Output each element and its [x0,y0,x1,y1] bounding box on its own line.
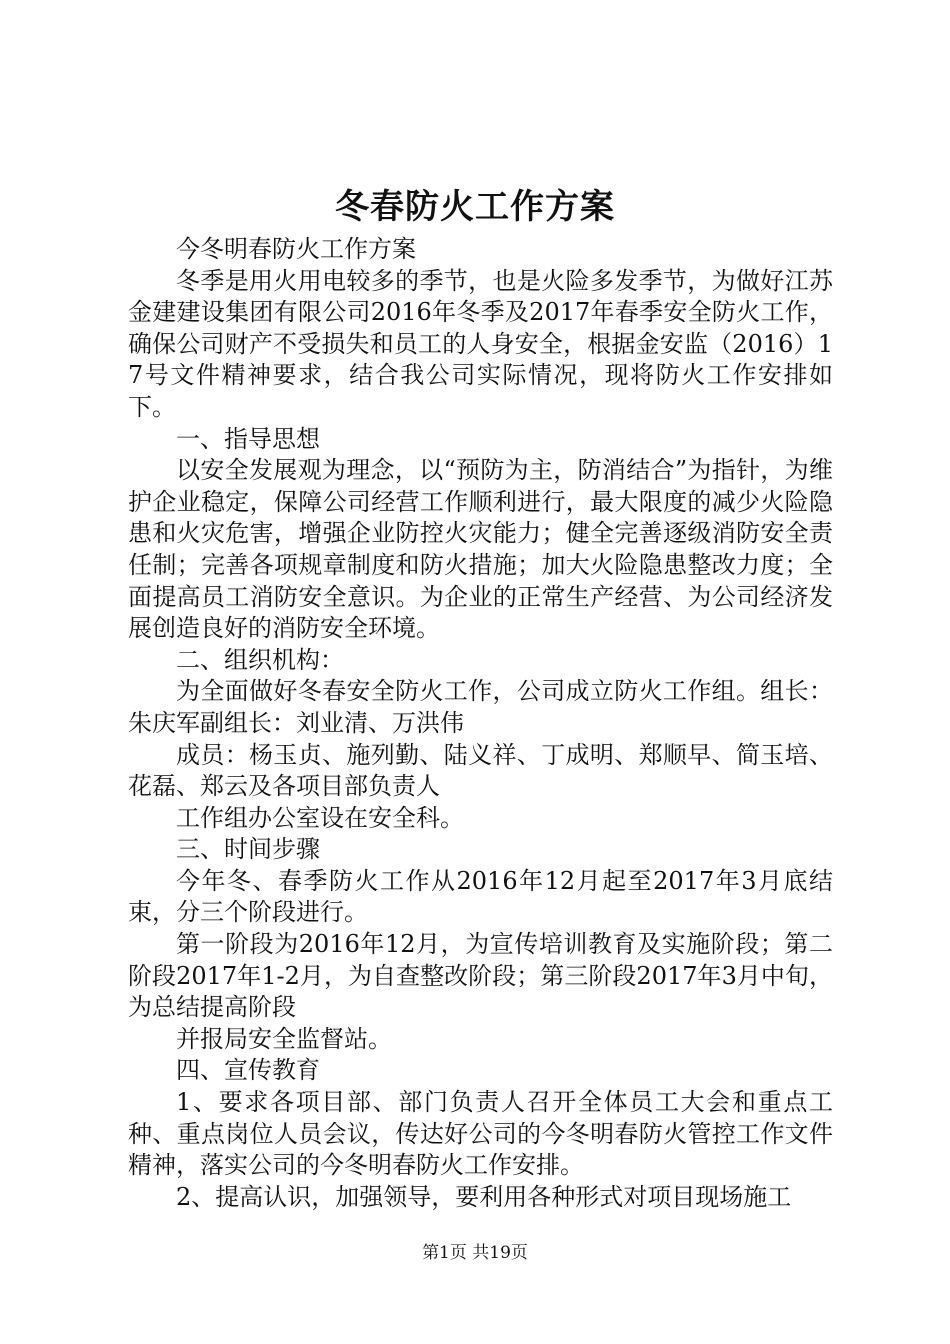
section-heading-organization: 二、组织机构： [176,645,344,674]
paragraph-education-item-1: 1、要求各项目部、部门负责人召开全体员工大会和重点工种、重点岗位人员会议，传达好公司的今冬明春防火管控工作文件精神，落实公司的今冬明春防火工作安排。 [128,1088,833,1180]
section-heading-guiding-ideology: 一、指导思想 [176,424,320,453]
paragraph-schedule-phases: 第一阶段为2016年12月，为宣传培训教育及实施阶段；第二阶段2017年1-2月，为自查整改阶段；第三阶段2017年3月中旬，为总结提高阶段 [128,930,833,1022]
paragraph-organization-members: 成员：杨玉贞、施列勤、陆义祥、丁成明、郑顺早、简玉培、花磊、郑云及各项目部负责人 [128,740,833,801]
paragraph-education-item-2: 2、提高认识，加强领导，要利用各种形式对项目现场施工 [176,1182,792,1211]
paragraph-intro: 冬季是用火用电较多的季节，也是火险多发季节，为做好江苏金建建设集团有限公司2016年冬季及2017年春季安全防火工作，确保公司财产不受损失和员工的人身安全，根据金安监（2016）17号文件精神要求，结合我公司实际情况，现将防火工作安排如下。 [128,266,833,421]
document-body [128,234,833,1213]
page-footer: 第1页 共19页 [422,1243,528,1263]
section-heading-schedule: 三、时间步骤 [176,835,320,864]
paragraph-organization-office: 工作组办公室设在安全科。 [176,803,464,832]
document-title: 冬春防火工作方案 [335,187,615,227]
paragraph-heading: 今冬明春防火工作方案 [176,235,416,263]
paragraph-schedule-overview: 今年冬、春季防火工作从2016年12月起至2017年3月底结束，分三个阶段进行。 [128,866,833,927]
paragraph-schedule-report: 并报局安全监督站。 [176,1024,392,1053]
paragraph-organization-leaders: 为全面做好冬春安全防火工作，公司成立防火工作组。组长：朱庆军副组长：刘业清、万洪伟 [128,677,833,737]
paragraph-guiding-ideology: 以安全发展观为理念，以“预防为主，防消结合”为指针，为维护企业稳定，保障公司经营工作顺利进行，最大限度的减少火险隐患和火灾危害，增强企业防控火灾能力；健全完善逐级消防安全责任制；完善各项规章制度和防火措施；加大火险隐患整改力度；全面提高员工消防安全意识。为企业的正常生产经营、为公司经济发展创造良好的消防安全环境。 [128,456,833,643]
section-heading-education: 四、宣传教育 [176,1056,320,1085]
